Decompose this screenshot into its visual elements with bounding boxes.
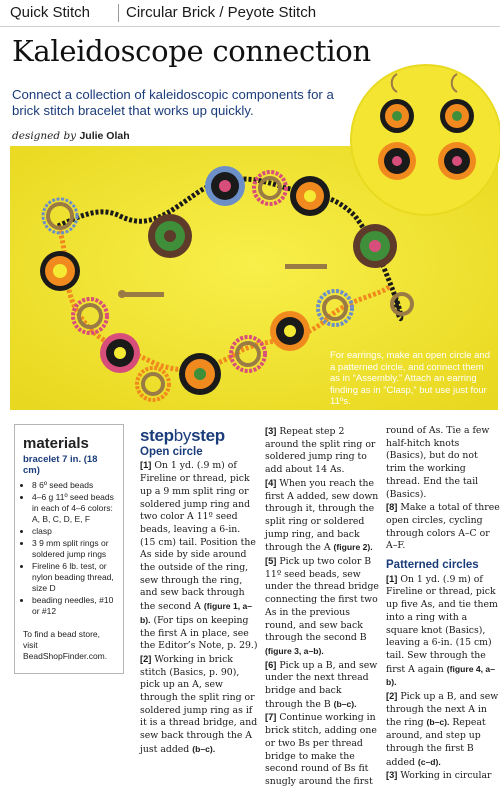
step-4: [4] When you reach the first A added, sew down through it, through the split ring or soldered jump ring, and back through the A (figure 2). [265, 477, 379, 554]
patterned-circle [148, 214, 192, 258]
step-7: [7] Continue working in brick stitch, adding one or two Bs per thread bridge to make the second round of Bs fit snugly around the first [265, 712, 377, 787]
step-5: [5] Pick up two color B 11º seed beads, sew under the thread bridge connecting the first two As in the previous round, and sew back through the second B (figure 3, a–b). [265, 556, 379, 656]
patterned-circle [205, 166, 245, 206]
header-divider [118, 4, 119, 22]
patterned-circle [290, 176, 330, 216]
earring-inset-photo [350, 64, 500, 216]
category-label: Circular Brick / Peyote Stitch [126, 4, 317, 21]
step-7-continued: round of As. Tie a few half-hitch knots (Basics), but do not trim the working thread. End the tail (Basics). [386, 425, 490, 500]
article-title: Kaleidoscope connection [12, 34, 371, 68]
article-intro: Connect a collection of kaleidoscopic components for a brick stitch bracelet that works up quickly. [12, 87, 334, 118]
step-3: [3] Repeat step 2 around the split ring or soldered jump ring to add about 14 As. [265, 426, 376, 476]
byline-prefix: designed by [12, 130, 77, 142]
patterned-circle [179, 353, 221, 395]
byline [12, 130, 130, 142]
materials-item: • 8 6º seed beads [32, 480, 115, 491]
materials-title: materials [23, 435, 89, 452]
instructions-column-1 [140, 426, 258, 757]
step-8: [8] Make a total of three open circles, cycling through colors A–C or A–F. [386, 502, 500, 552]
materials-item: • 3 9 mm split rings or soldered jump rings [32, 538, 115, 560]
instructions-column-3 [386, 425, 500, 783]
patterned-step-1: [1] On 1 yd. (.9 m) of Fireline or thread, pick up five As, and tie them into a ring with a square knot (Basics), leaving a 6-in. (15 cm) tail. Sew through the first A again (figure 4, a–b). [386, 573, 498, 688]
patterned-circle [353, 224, 397, 268]
section-label: Quick Stitch [10, 4, 91, 21]
earring-illustration [352, 66, 500, 214]
patterned-step-2: [2] Pick up a B, and sew through the next A in the ring (b–c). Repeat around, and step up through the first B added (c–d). [386, 691, 499, 768]
patterned-circles-heading: Patterned circles [386, 559, 479, 572]
author-name: Julie Olah [79, 130, 130, 142]
materials-subtitle: bracelet 7 in. (18 cm) [23, 454, 98, 476]
patterned-circle [40, 251, 80, 291]
instructions-column-2 [265, 425, 380, 789]
patterned-circle [270, 311, 310, 351]
photo-caption: For earrings, make an open circle and a patterned circle, and connect them as in “Assembly.” Attach an earring finding as in “Clasp,” but use just four 11ºs. [330, 350, 490, 407]
patterned-step-3: [3] Working in circular [386, 770, 492, 782]
step-2: [2] Working in brick stitch (Basics, p. 90), pick up an A, sew through the split ring or soldered jump ring as if it is a thread bridge, and sew back through the A just added (b–c). [140, 653, 258, 755]
open-circle-heading: Open circle [140, 445, 203, 458]
materials-item: • 4–6 g 11º seed beads in each of 4–6 colors: A, B, C, D, E, F [32, 492, 115, 525]
materials-item: • beading needles, #10 or #12 [32, 595, 115, 617]
materials-list [23, 480, 115, 617]
patterned-circle [100, 333, 140, 373]
materials-item: • clasp [32, 526, 115, 537]
materials-box [14, 424, 124, 674]
bead-store-note: To find a bead store, visit BeadShopFinder.com. [23, 629, 108, 661]
step-6: [6] Pick up a B, and sew under the next thread bridge and back through the B (b–c). [265, 659, 378, 710]
step-1: [1] On 1 yd. (.9 m) of Fireline or thread, pick up a 9 mm split ring or soldered jump ring and two color A 11º seed beads, leaving a 6-in. (15 cm) tail. Position the As side by side around the outside of the ring, sew through the ring, and sew back through the second A (figure 1, a–b). (For tips on keeping the first A in place, see the Editor’s Note, p. 29.) [140, 460, 258, 652]
step-by-step-heading: stepbystep [140, 426, 225, 445]
materials-item: • Fireline 6 lb. test, or nylon beading thread, size D [32, 561, 115, 594]
